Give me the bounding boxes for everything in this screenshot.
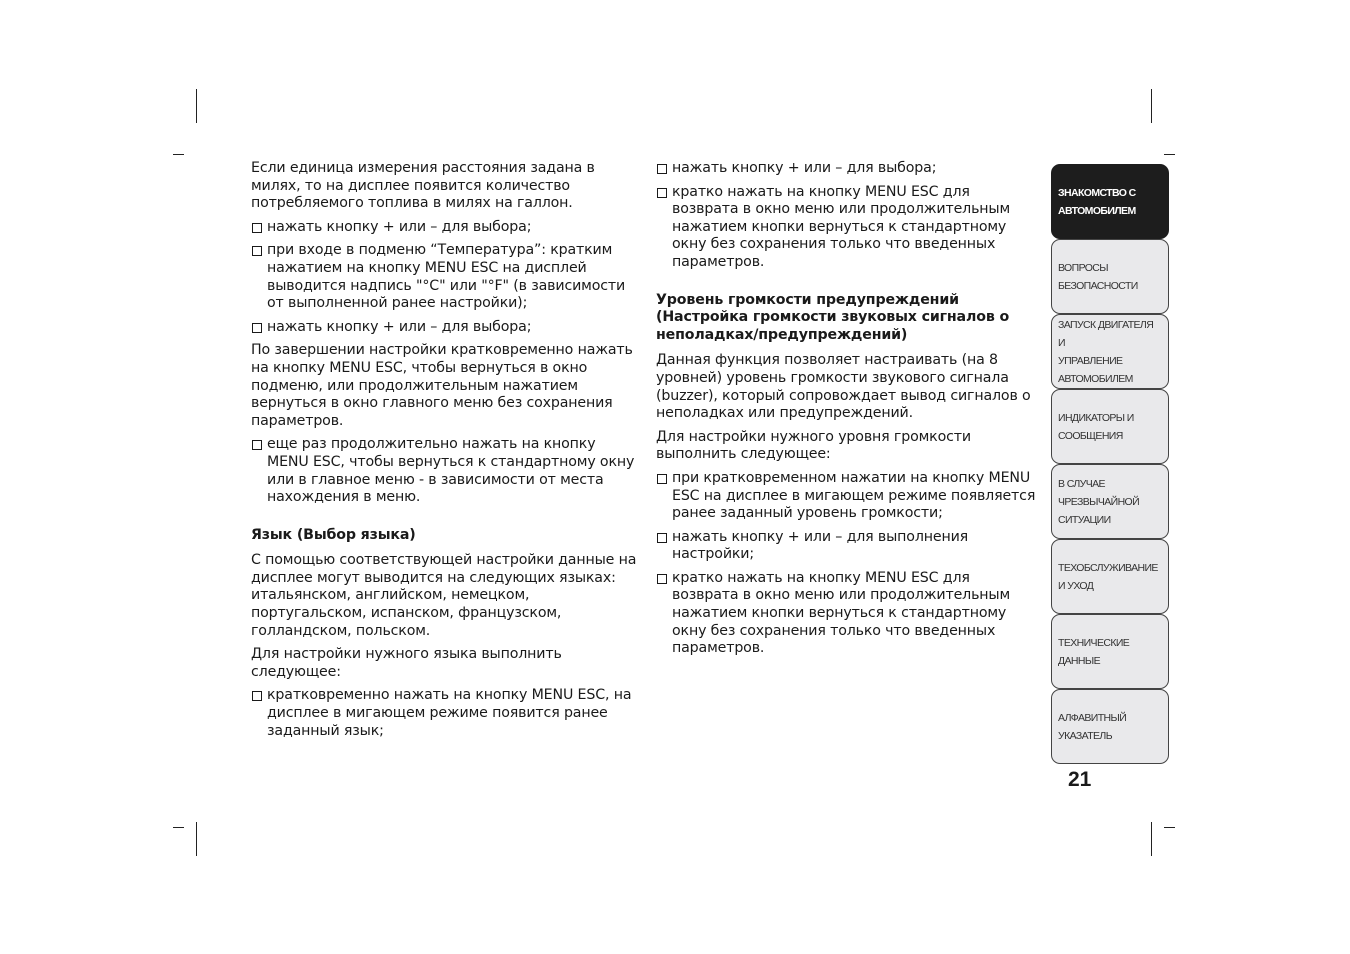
crop-mark <box>173 827 184 828</box>
right-column <box>656 160 1040 664</box>
list-item: нажать кнопку + или – для выбора; <box>251 219 637 237</box>
crop-mark <box>196 822 197 856</box>
paragraph: Для настройки нужного языка выполнить следующее: <box>251 646 562 680</box>
crop-mark <box>1164 827 1175 828</box>
list-item: нажать кнопку + или – для выбора; <box>251 319 637 337</box>
left-column <box>251 160 637 746</box>
intro-paragraph: Если единица измерения расстояния задана в милях, то на дисплее появится количество потребляемого топлива в милях на галлон. <box>251 160 595 212</box>
tab-safety[interactable]: ВОПРОСЫ БЕЗОПАСНОСТИ <box>1051 239 1169 314</box>
crop-mark <box>1151 89 1152 123</box>
page-number: 21 <box>1068 768 1092 791</box>
list-item: при входе в подменю “Температура”: кратким нажатием на кнопку MENU ESC на дисплей выводится надпись "°C" или "°F" (в зависимости от выполненной ранее настройки); <box>251 242 637 312</box>
tab-starting-driving[interactable]: ЗАПУСК ДВИГАТЕЛЯ И УПРАВЛЕНИЕ АВТОМОБИЛЕМ <box>1051 314 1169 389</box>
crop-mark <box>173 154 184 155</box>
list-item: нажать кнопку + или – для выполнения настройки; <box>656 529 1040 564</box>
paragraph: По завершении настройки кратковременно нажать на кнопку MENU ESC, чтобы вернуться в окно подменю, или продолжительным нажатием вернуться в окно главного меню без сохранения параметров. <box>251 342 633 429</box>
paragraph: С помощью соответствующей настройки данные на дисплее могут выводится на следующих языках: итальянском, английском, немецком, португальском, испанском, французском, голландском, польском. <box>251 552 637 639</box>
section-heading-language: Язык (Выбор языка) <box>251 526 416 543</box>
crop-mark <box>1164 154 1175 155</box>
tab-introduction[interactable]: ЗНАКОМСТВО С АВТОМОБИЛЕМ <box>1051 164 1169 239</box>
crop-mark <box>196 89 197 123</box>
list-item: при кратковременном нажатии на кнопку MENU ESC на дисплее в мигающем режиме появляется ранее заданный уровень громкости; <box>656 470 1040 523</box>
tab-maintenance[interactable]: ТЕХОБСЛУЖИВАНИЕ И УХОД <box>1051 539 1169 614</box>
crop-mark <box>1151 822 1152 856</box>
tab-warning-lights[interactable]: ИНДИКАТОРЫ И СООБЩЕНИЯ <box>1051 389 1169 464</box>
list-item: кратко нажать на кнопку MENU ESC для возврата в окно меню или продолжительным нажатием кнопки вернуться к стандартному окну без сохранения только что введенных параметров. <box>656 570 1040 658</box>
list-item: кратковременно нажать на кнопку MENU ESC, на дисплее в мигающем режиме появится ранее заданный язык; <box>251 687 637 740</box>
paragraph: Данная функция позволяет настраивать (на 8 уровней) уровень громкости звукового сигнала (buzzer), который сопровождает вывод сигналов о неполадках или предупреждений. <box>656 352 1031 422</box>
list-item: кратко нажать на кнопку MENU ESC для возврата в окно меню или продолжительным нажатием кнопки вернуться к стандартному окну без сохранения только что введенных параметров. <box>656 184 1040 272</box>
list-item: еще раз продолжительно нажать на кнопку MENU ESC, чтобы вернуться к стандартному окну или в главное меню - в зависимости от места нахождения в меню. <box>251 436 637 506</box>
paragraph: Для настройки нужного уровня громкости выполнить следующее: <box>656 428 971 463</box>
tab-technical-data[interactable]: ТЕХНИЧЕСКИЕ ДАННЫЕ <box>1051 614 1169 689</box>
tab-emergency[interactable]: В СЛУЧАЕ ЧРЕЗВЫЧАЙНОЙ СИТУАЦИИ <box>1051 464 1169 539</box>
section-heading-volume: Уровень громкости предупреждений (Настройка громкости звуковых сигналов о неполадках/предупреждений) <box>656 291 1010 343</box>
tab-index[interactable]: АЛФАВИТНЫЙ УКАЗАТЕЛЬ <box>1051 689 1169 764</box>
chapter-tabs <box>1051 164 1169 764</box>
list-item: нажать кнопку + или – для выбора; <box>656 160 1040 178</box>
